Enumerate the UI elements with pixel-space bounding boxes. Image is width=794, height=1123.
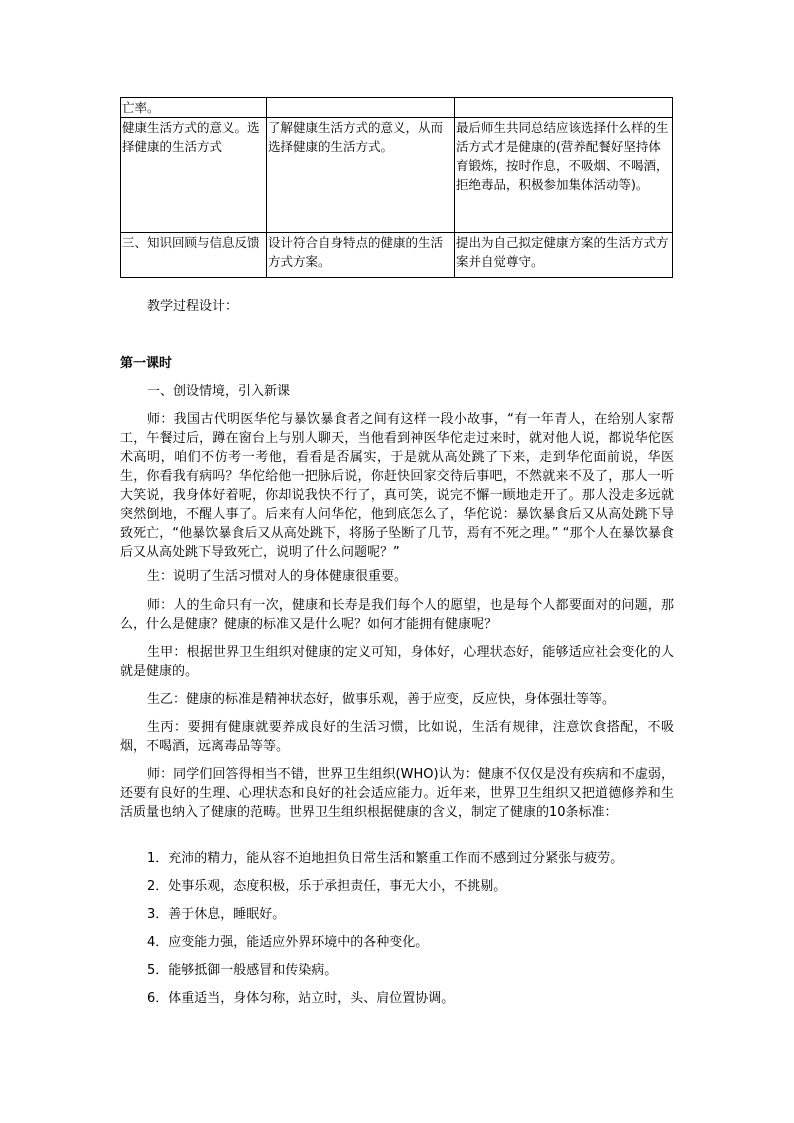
paragraph-teacher-question: 师：人的生命只有一次，健康和长寿是我们每个人的愿望，也是每个人都要面对的问题，那么，什么是健康？健康的标准又是什么呢？如何才能拥有健康呢？	[120, 598, 674, 632]
table-cell: 亡率。	[121, 98, 267, 118]
table-row	[121, 233, 673, 278]
paragraph-student-a: 生甲：根据世界卫生组织对健康的定义可知，身体好，心理状态好，能够适应社会变化的人就是健康的。	[120, 645, 674, 679]
list-item: 2．处事乐观，态度积极，乐于承担责任，事无大小，不挑剔。	[147, 879, 507, 894]
lesson-plan-table	[120, 97, 673, 278]
list-item: 1．充沛的精力，能从容不迫地担负日常生活和繁重工作而不感到过分紧张与疲劳。	[147, 851, 624, 866]
paragraph-who-definition: 师：同学们回答得相当不错，世界卫生组织(WHO)认为：健康不仅仅是没有疾病和不虚弱，还要有良好的生理、心理状态和良好的社会适应能力。近年来，世界卫生组织又把道德修养和生活质量也纳入了健康的范畴。世界卫生组织根据健康的含义，制定了健康的10条标准：	[120, 767, 674, 820]
list-item: 4．应变能力强，能适应外界环境中的各种变化。	[147, 935, 429, 950]
table-cell: 三、知识回顾与信息反馈	[121, 233, 267, 278]
paragraph-student-answer: 生：说明了生活习惯对人的身体健康很重要。	[147, 569, 408, 584]
part-title: 一、创设情境，引入新课	[147, 384, 291, 399]
table-cell: 提出为自己拟定健康方案的生活方式方案并自觉尊守。	[455, 233, 673, 278]
table-cell: 设计符合自身特点的健康的生活方式方案。	[267, 233, 455, 278]
table-row	[121, 118, 673, 233]
table-cell: 健康生活方式的意义。选择健康的生活方式	[121, 118, 267, 233]
table-cell	[455, 98, 673, 118]
table-row	[121, 98, 673, 118]
table-cell: 最后师生共同总结应该选择什么样的生活方式才是健康的(营养配餐好坚持体育锻炼，按时作息，不吸烟、不喝酒，拒绝毒品，积极参加集体活动等)。	[455, 118, 673, 233]
list-item: 3．善于休息，睡眠好。	[147, 907, 286, 922]
list-item: 6．体重适当，身体匀称，站立时，头、肩位置协调。	[147, 991, 455, 1006]
paragraph-student-c: 生丙：要拥有健康就要养成良好的生活习惯，比如说，生活有规律，注意饮食搭配，不吸烟，不喝酒，远离毒品等等。	[120, 720, 674, 754]
list-item: 5．能够抵御一般感冒和传染病。	[147, 963, 338, 978]
table-cell: 了解健康生活方式的意义，从而选择健康的生活方式。	[267, 118, 455, 233]
table-cell	[267, 98, 455, 118]
lesson-title: 第一课时	[120, 356, 173, 371]
paragraph-student-b: 生乙：健康的标准是精神状态好，做事乐观，善于应变，反应快，身体强壮等等。	[147, 692, 616, 707]
paragraph-story: 师：我国古代明医华佗与暴饮暴食者之间有这样一段小故事，“有一年青人，在给别人家帮工，午餐过后，蹲在窗台上与别人聊天，当他看到神医华佗走过来时，就对他人说，都说华佗医术高明，咱们不仿考一考他，看看是否属实，于是就从高处跳了下来，走到华佗面前说，华医生，你看我有病吗？华佗给他一把脉后说，你赶快回家交待后事吧，不然就来不及了，那人一听大笑说，我身体好着呢，你却说我快不行了，真可笑，说完不懈一顾地走开了。那人没走多远就突然倒地，不醒人事了。后来有人问华佗，他到底怎么了，华佗说：暴饮暴食后又从高处跳下导致死亡，“他暴饮暴食后又从高处跳下，将肠子坠断了几节，焉有不死之理。” “那个人在暴饮暴食后又从高处跳下导致死亡，说明了什么问题呢？”	[120, 412, 674, 560]
section-label: 教学过程设计：	[147, 299, 239, 314]
